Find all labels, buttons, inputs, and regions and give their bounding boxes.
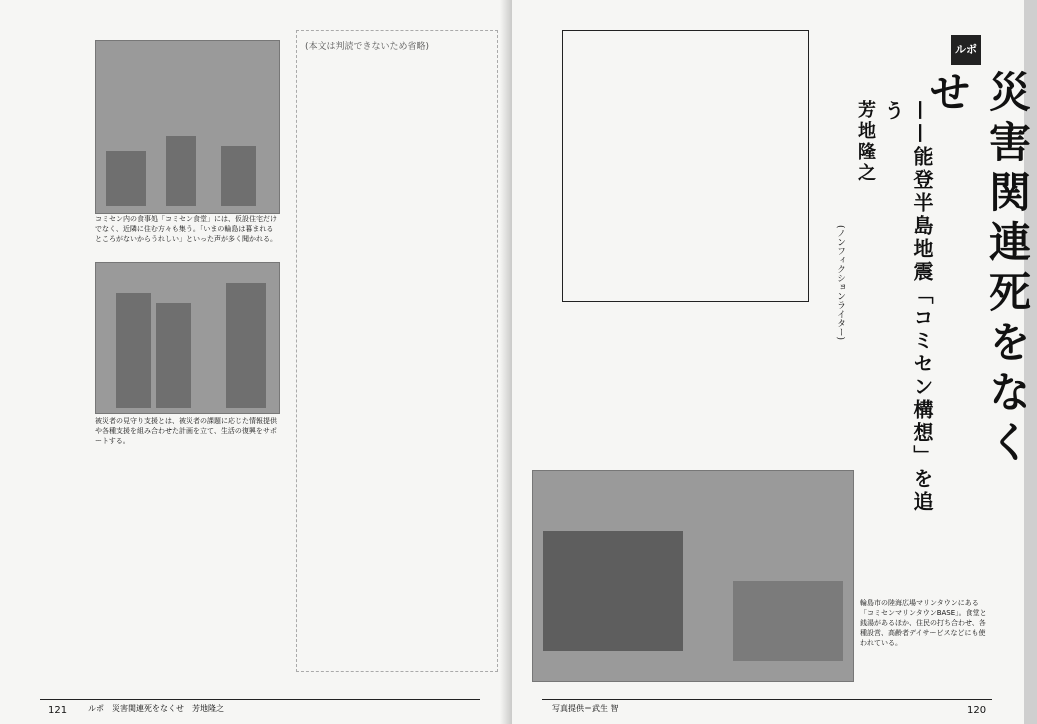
right-footer-rule [542, 699, 992, 700]
author-role: (ノンフィクションライター) [835, 225, 845, 341]
left-footer-rule [40, 699, 480, 700]
running-head-left: ルポ 災害関連死をなくせ 芳地隆之 [88, 704, 224, 713]
photo-community-center-dining [95, 40, 280, 214]
photo-marine-town-base [532, 470, 854, 682]
body-text-unreadable [296, 30, 498, 672]
article-subtitle: ——能登半島地震「コミセン構想」を追う [881, 100, 934, 514]
article-tag: ルポ [951, 35, 981, 65]
caption-photo-top-left: コミセン内の食事処「コミセン食堂」には、仮設住宅だけでなく、近隣に住む方々も集う。「いまの輪島は暮まれるところがないからうれしい」といった声が多く聞かれる。 [95, 215, 277, 243]
photo-visiting-support [95, 262, 280, 414]
page-number-left: 121 [48, 705, 68, 716]
left-page [0, 0, 512, 724]
right-page [512, 0, 1032, 724]
author-name: 芳地隆之 [855, 100, 876, 184]
article-title: 災害関連死をなくせ [923, 70, 1032, 470]
photo-credit: 写真提供＝武生 智 [552, 704, 619, 713]
lead-text-box [562, 30, 809, 302]
page-number-right: 120 [967, 705, 987, 716]
caption-photo-bottom-left: 被災者の見守り支援とは、被災者の課題に応じた情報提供や各種支援を組み合わせた計画を立て、生活の復興をサポートする。 [95, 417, 277, 445]
caption-photo-right: 輪島市の陸海広場マリンタウンにある「コミセンマリンタウンBASE」。食堂と銭湯があるほか、住民の打ち合わせ、各種設営、高齢者デイサービスなどにも使われている。 [860, 599, 987, 647]
body-placeholder-note: (本文は判読できないため省略) [305, 42, 430, 52]
